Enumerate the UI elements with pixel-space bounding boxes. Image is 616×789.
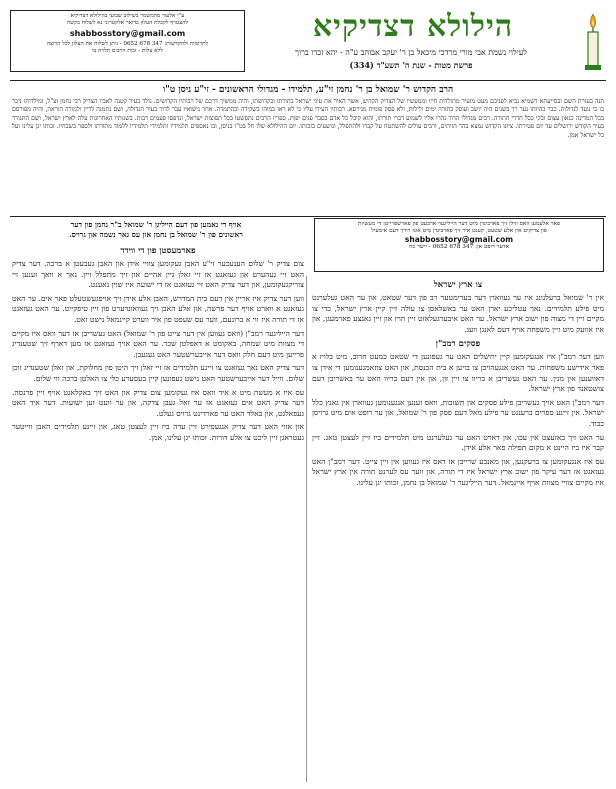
dedication-subtitle: לעילוי נשמת אבי מורי מרדכי מיכאל בן ר' יעקב אבוהב ע"ה - יהא זכרו ברוך: [295, 48, 527, 57]
paragraph: ווען דער צדיק איז אריין אין דעם בית המדרש, האבן אלע אידן זיך אויפגעשטעלט פאר אים. ער האט געזאגט א ווארט אויף דער פרשה, און אלע האבן זיך געוואונדערט פון זיין טיפקייט. ער האט געזאגט אז די תורה איז ווי א ברונעם, ווער עס שעפט פון איר ווערט קיינמאל נישט זאט.: [12, 293, 304, 324]
intro-heading: הרב הקדוש ר' שמואל בן ר' נחמן זי"ע, תלמידו - מגדולי הראשונים - זי"ע ניסן ט"ו: [162, 85, 454, 95]
info-line-1: ע"י אלעזר מהמשמר בשילוב שבועי בהילולא דצדיקיא: [70, 13, 185, 19]
paragraph: דער צדיק האט נאך געזאגט צו זיינע תלמידים אז זיי זאלן זיך היטן פון מחלוקת, און זאלן שטענדיג זוכן שלום. ווייל דער אייבערשטער האט נישט געפונען קיין בעסערע כלי צו האלטן ברכה ווי שלום.: [12, 363, 304, 383]
right-column: [312, 276, 604, 782]
advert-line-2: פון צדיקים אין אלע שטעט, קענט איר זיך פארבינדן מיט אונז דורך דעם אימעיל: [371, 228, 547, 235]
paragraph: דער רמב"ן האט אויך געשריבן פילע פסקים און תשובות, וואס זענען אנגענומען געווארן אין גאנץ כלל ישראל. אין זיינע ספרים ברענגט ער פילע מאל דעם פסק פון ר' שמואל, און ער רופט אים מיט גרויסן כבוד.: [312, 397, 604, 428]
paragraph: עס איז א מעשה מיט א איד וואס איז געקומען צום צדיק און האט זיך באקלאגט אויף זיין פרנסה. דער צדיק האט אים געזאגט אז ער זאל געבן צדקה, און ער וועט זען ישועות. דער איד האט געפאלגט, און באלד האט ער פארדינט גרויס געלט.: [12, 387, 304, 418]
section-heading: צו ארץ ישראל: [433, 280, 483, 290]
section-heading: פסקים רמב"ן: [435, 339, 481, 350]
dedication-note: [12, 220, 300, 240]
intro-divider: [10, 216, 606, 217]
advert-line-3: אדער רופט אן: 347 678 0652 - יישר כח: [408, 244, 510, 251]
subscription-info-box: [10, 10, 245, 72]
paragraph: ווען דער רמב"ן איז אנגעקומען קיין ירושלים האט ער געפונען די שטאט כמעט חרוב, מיט בלויז א פאר אידישע משפחות. ער האט אנגעהויבן צו בויען א בית הכנסת, און האט צוזאמגענומען די אידן צו דאווענען אין מנין. ער האט געשריבן א בריוו צו זיין זון, און אין דעם בריוו האט ער באשריבן דעם צושטאנד פון ארץ ישראל.: [312, 352, 604, 394]
left-column: [12, 242, 304, 782]
header: [10, 8, 606, 80]
column-divider: [306, 276, 307, 782]
dedication-line-2: ראשונים פון ר' שמואל בן נחמן און עס גאר נשמה און גרויס.: [69, 230, 243, 239]
info-line-2: להצטרף לקבלת העלון בדואר אלקטרוני נא לשלוח בקשה: [66, 20, 189, 26]
paragraph: אין ר' שמואל ברעלנונג איז ער געווארן דער בערימטער רב פון דער שטאט, און ער האט געלערנט מיט פילע תלמידים. נאך עטליכע יארן האט ער באשלאסן צו עולה זיין קיין ארץ ישראל, כדי צו מקיים זיין די מצוה פון ישוב ארץ ישראל. ער האט איבערגעלאזט זיין הויז און זיין גאנצע פארמעגן, און איז אוועק מיט זיין משפחה אויף דעם לאנגן וועג.: [312, 293, 604, 334]
paragraph: עס איז אנגעקומען צו ברעקנען, און מאנכע שרייבן אז דאס איז געווען אין זיין צייט. דער רמב"ן האט געזאגט אז דער עיקר פון ישוב ארץ ישראל איז די תורה, און ווער עס לערנט תורה אין ארץ ישראל איז מקיים צוויי מצוות אויף איינמאל. דער הייליגער ר' שמואל בן נחמן, זכותו יגן עלינו.: [312, 456, 604, 487]
advert-box: [314, 218, 604, 272]
newsletter-title: הילולא דצדיקיא: [312, 9, 514, 44]
header-divider: [10, 80, 606, 81]
advert-line-1: פאר אלעמען וואס ווילן זיך פארבינדן מיט דער הייליגער ארבעט פון פארשפרייטן די מעשיות: [357, 221, 561, 227]
paragraph: דער הייליגער רמב"ן (וואס געווען אין דער צייט פון ר' שמואל) האט געשריבן אז דער וואס איז מקיים די מצוות מיט שמחה, באקומט א דאפלטן שכר. ער האט אויך געזאגט אז מען דארף זיך שטענדיג פרייען מיט דעם חלק וואס דער אייבערשטער האט געגעבן.: [12, 328, 304, 359]
dedication-line-1: אויף די נאמען פון דעם הייליגן ר' שמואל ב"ר נחמן פון דער: [70, 220, 242, 229]
intro-text: הנה בעזרת השם ובסייעתא דשמיא נביא לפניכם מעט מזעיר מתולדות חייו וממעשיו של הצדיק הקדוש, אשר האיר את עיני ישראל בתורתו ובקדושתו, והיה ממשיך דרכם של רבותיו הקדושים. נולד בעיר קטנה לאביו הצדיק רבי נחמן זצ"ל, ומילדותו ניכר בו כי נועד לגדולות. כבר בהיותו נער רך בשנים היה יושב ועוסק בתורה ימים ולילות, ולא פסק פומיה מגירסא. רבותיו העידו עליו כי לא ראו כמוהו בשקידה ובהתמדה. אחר נישואיו עבר לדור בעיר הגדולה, ושם נתמנה לדיין ולמורה הוראה, והיה מפורסם בכל המדינה כגאון עצום ובקי בכל חדרי התורה. רבים מגדולי הדור נהרו אליו לשמוע דברי תורתו, והוא קיבל כל אדם בסבר פנים יפות. ספריו הרבים נתפשטו בכל תפוצות ישראל, ונדפסו פעמים רבות. בשנותיו האחרונות עלה לארץ ישראל, ושם התגורר בעיר הקודש ירושלים עד יום פטירתו. ציונו הקדוש נמצא בהר הזיתים, ורבים עולים להשתטח על קברו ולהתפלל, ונושעים בזכותו. יום ההילולא שלו חל בט"ו בניסן, ובו נאספים תלמידיו ותלמידי תלמידיו ללמוד מתורתו ולספר בשבחיו. זכותו יגן עלינו ועל כל ישראל אמן.: [12, 98, 604, 139]
section-to-israel: [312, 279, 604, 335]
paragraph: און אזוי האט דער צדיק אנגעפירט זיין עדה ביז זיין לעצטן טאג, און זיינע תלמידים האבן ווייטער געטראגן זיין ליכט צו אלע דורות. זכותו יגן עלינו, אמן.: [12, 422, 304, 442]
paragraph: צום צדיק ר' שלום הענעכער זי"ע האבן געקומען צוויי אידן און האבן געבעטן א ברכה. דער צדיק האט זיי געהערט און געזאגט אז זיי זאלן גיין אהיים און זיך מתפלל זיין. נאך א וואך זענען זיי צוריקגעקומען, און דער צדיק האט זיי געזאגט אז די ישועה איז שוין נאענט.: [12, 259, 304, 290]
parsha-line: פרשת מטות - שנת ה' תשע"ד (334): [349, 60, 473, 70]
candle-icon: [582, 12, 604, 72]
section-heading: פארמעסטן פון די ווידד: [120, 246, 196, 256]
paragraph: ער האט זיך באזעצט אין עכו, און דארט האט ער געלערנט מיט תלמידים ביז זיין לעצטן טאג. זיין קבר איז ביז היינט א מקום תפילה פאר אלע אידן.: [312, 432, 604, 453]
section-ramban-rulings: [312, 338, 604, 453]
contact-email[interactable]: shabbosstory@gmail.com: [69, 29, 186, 38]
section-continuation: [312, 457, 604, 489]
advert-email[interactable]: shabbosstory@gmail.com: [404, 235, 514, 245]
info-line-3: לתרומות ולהקדשות: 347 678 0652 - ניתן לשלוח את העלון לכל הרוצה: [46, 41, 209, 47]
info-line-4: ללא עלות - זכות הרבים תלויה בו: [92, 48, 163, 54]
